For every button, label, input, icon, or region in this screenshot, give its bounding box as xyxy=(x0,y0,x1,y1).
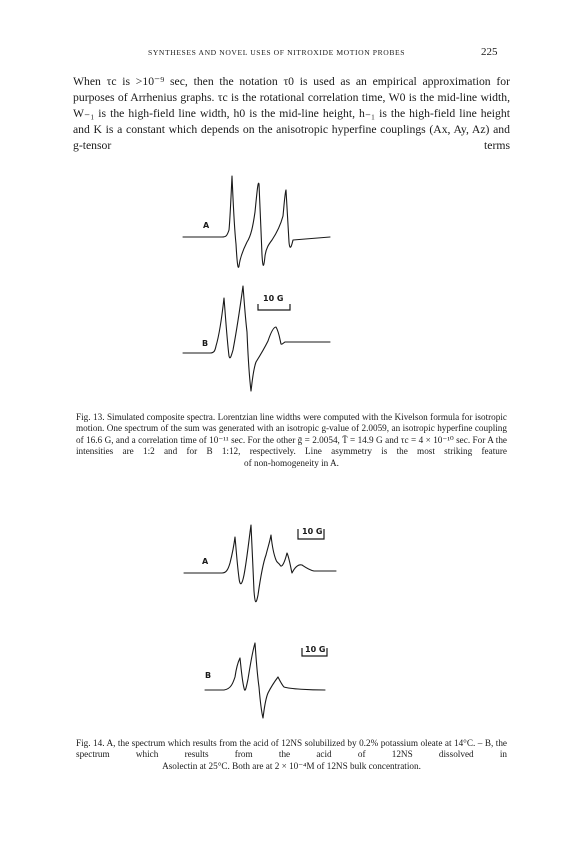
fig13-caption-end: of non-homogeneity in A. xyxy=(244,457,339,468)
fig14-caption-main: Fig. 14. A, the spectrum which results from the acid of 12NS solubilized by 0.2% potassium oleate at 14°C. – B, the spectrum which results from the acid of 12NS dissolved in xyxy=(76,738,507,760)
body-paragraph xyxy=(73,74,510,154)
figure-14 xyxy=(0,515,576,725)
figure-13-caption xyxy=(76,412,507,469)
fig13-label-b: B xyxy=(202,339,209,348)
fig13-scale-label: 10 G xyxy=(263,294,284,303)
running-head-title: SYNTHESES AND NOVEL USES OF NITROXIDE MOTION PROBES xyxy=(148,48,406,57)
fig13-caption-main: Fig. 13. Simulated composite spectra. Lorentzian line widths were computed with the Kivelson formula for isotropic motion. One spectrum of the sum was generated with an isotropic g-value of 2.0059, an isotropic hyperfine coupling of 16.6 G, and a correlation time of 10⁻¹¹ sec. For the other ḡ = 2.0054, T̄ = 14.9 G and τc = 4 × 10⁻¹⁰ sec. For A the intensities are 1:2 and for B 1:12, respectively. Line asymmetry is the most striking feature xyxy=(76,412,507,457)
figure-13 xyxy=(0,170,576,405)
figure-14-plot xyxy=(0,515,576,725)
figure-13-plot xyxy=(0,170,576,405)
fig14b-scale-label: 10 G xyxy=(305,645,326,654)
figure-14-caption xyxy=(76,738,507,772)
fig14-caption-end: Asolectin at 25°C. Both are at 2 × 10⁻⁴M of 12NS bulk concentration. xyxy=(162,760,421,771)
body-text: When τc is >10⁻⁹ sec, then the notation τ0 is used as an empirical approximation for purposes of Arrhenius graphs. τc is the rotational correlation time, W0 is the mid-line width, W₋₁ is the high-field line width, h0 is the mid-line height, h₋₁ is the high-field line height and K is a constant which depends on the anisotropic hyperfine couplings (Ax, Ay, Az) and g-tensor terms xyxy=(73,75,510,152)
running-head xyxy=(0,46,576,60)
page-number: 225 xyxy=(481,46,498,58)
fig13-scale-bar xyxy=(258,304,290,310)
fig14a-scale-label: 10 G xyxy=(302,527,323,536)
fig13-label-a: A xyxy=(203,221,210,230)
fig14-trace-b xyxy=(205,643,325,718)
fig14-label-a: A xyxy=(202,557,209,566)
fig14-label-b: B xyxy=(205,671,212,680)
